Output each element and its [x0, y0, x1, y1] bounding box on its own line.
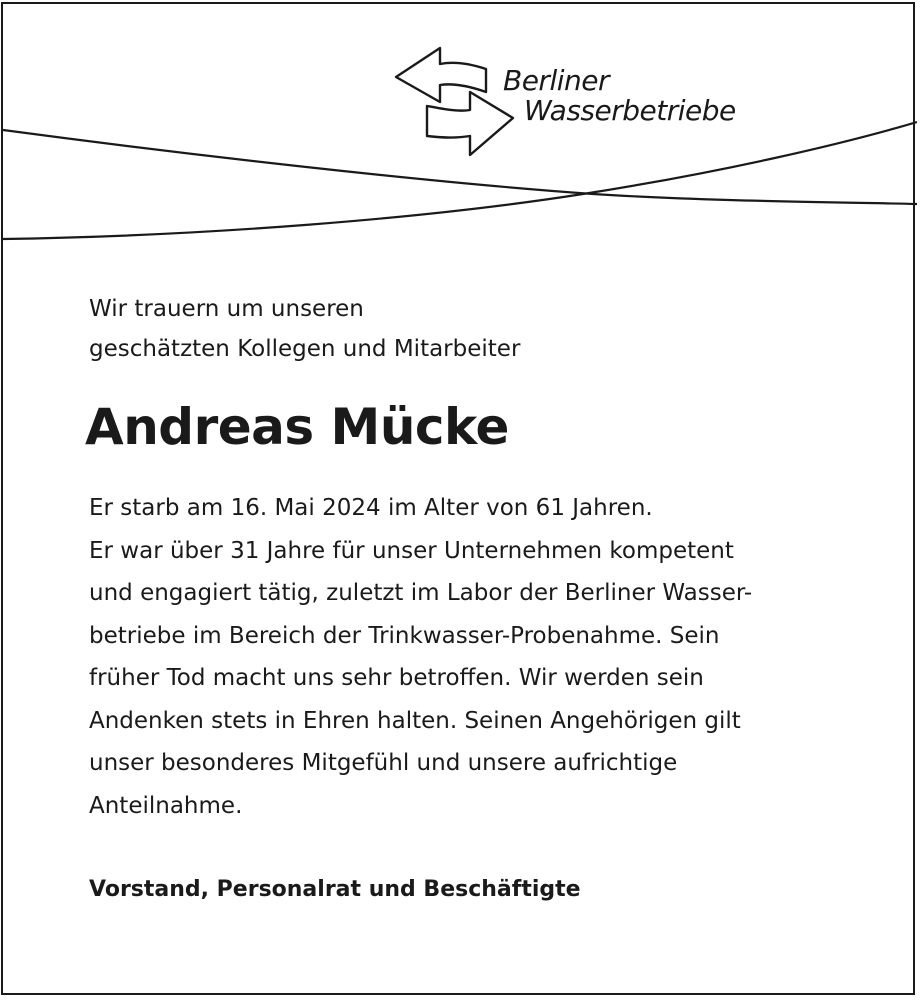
- body-line: Er war über 31 Jahre für unser Unternehmen kompetent: [89, 537, 734, 564]
- signoff: Vorstand, Personalrat und Beschäftigte: [89, 877, 581, 902]
- body-line: und engagiert tätig, zuletzt im Labor der Berliner Wasser-: [89, 580, 753, 606]
- wave-line-lower: [3, 122, 917, 239]
- body-line: betriebe im Bereich der Trinkwasser-Probenahme. Sein: [89, 622, 720, 649]
- body-line: Er starb am 16. Mai 2024 im Alter von 61 Jahren.: [89, 495, 653, 521]
- body-line: unser besonderes Mitgefühl und unsere aufrichtige: [89, 750, 678, 776]
- obituary-body: [89, 487, 752, 827]
- deceased-name: Andreas Mücke: [85, 398, 509, 456]
- intro-text: [89, 289, 520, 369]
- logo-text-wasserbetriebe: Wasserbetriebe: [524, 94, 736, 127]
- body-line: früher Tod macht uns sehr betroffen. Wir werden sein: [89, 665, 704, 691]
- logo-arrows-icon: [396, 48, 513, 155]
- body-line: Anteilnahme.: [89, 792, 243, 819]
- intro-line: geschätzten Kollegen und Mitarbeiter: [89, 336, 521, 362]
- header-decoration: [3, 4, 917, 264]
- logo-text-berliner: Berliner: [503, 64, 609, 97]
- wave-line-upper: [3, 130, 917, 204]
- intro-line: Wir trauern um unseren: [89, 296, 364, 322]
- body-line: Andenken stets in Ehren halten. Seinen Angehörigen gilt: [89, 707, 741, 734]
- obituary-notice: [1, 2, 915, 995]
